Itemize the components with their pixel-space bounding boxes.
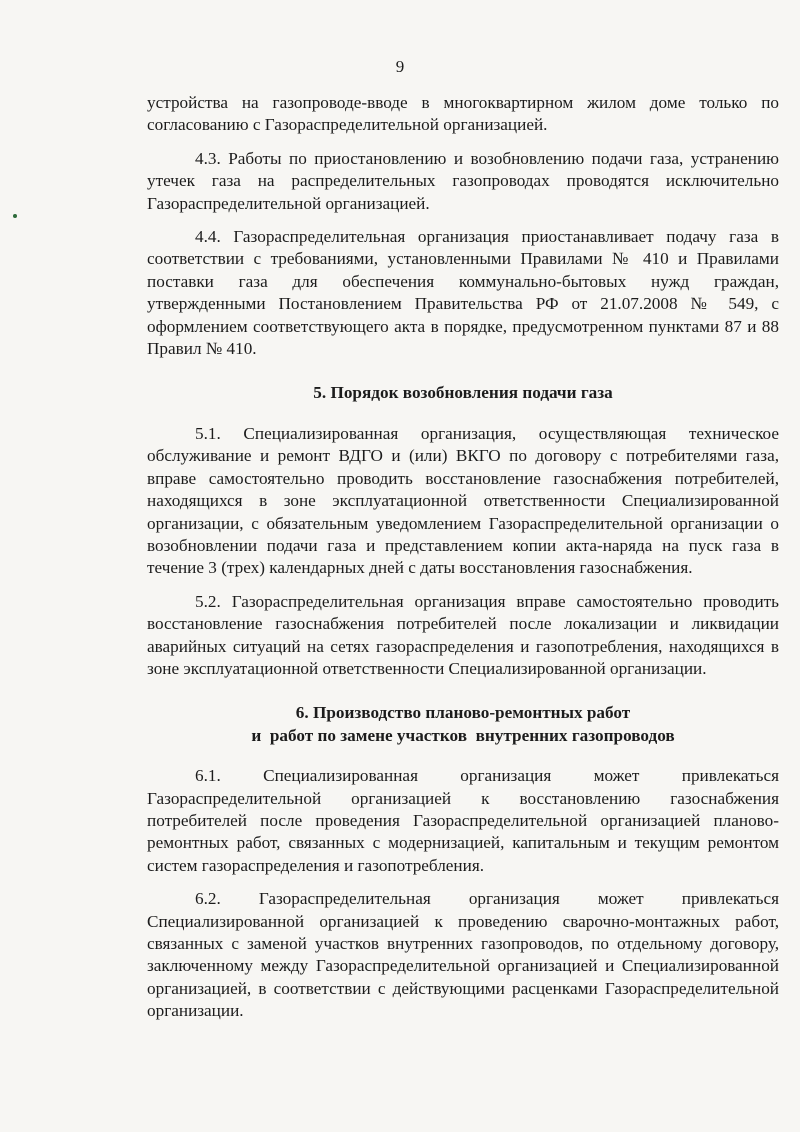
document-body [147, 92, 779, 1034]
paragraph-5-2: 5.2. Газораспределительная организация вправе самостоятельно проводить восстановление газоснабжения потребителей после локализации и ликвидации аварийных ситуаций на сетях газораспределения и газопотребления, находящихся в зоне эксплуатационной ответственности Специализированной организации. [147, 591, 779, 678]
margin-mark [13, 214, 17, 218]
section-5-title: 5. Порядок возобновления подачи газа [313, 383, 613, 403]
section-6-title-line1: 6. Производство планово-ремонтных работ [295, 703, 631, 723]
paragraph-4-4: 4.4. Газораспределительная организация приостанавливает подачу газа в соответствии с требованиями, установленными Правилами № 410 и Правилами поставки газа для обеспечения коммунально-бытовых нужд граждан, утвержденными Постановлением Правительства РФ от 21.07.2008 № 549, с оформлением соответствующего акта в порядке, предусмотренном пунктами 87 и 88 Правил № 410. [147, 227, 779, 359]
paragraph-6-2: 6.2. Газораспределительная организация может привлекаться Специализированной организацией к проведению сварочно-монтажных работ, связанных с заменой участков внутренних газопроводов, по отдельному договору, заключенному между Газораспределительной организацией и Специализированной организацией, в соответствии с действующими расценками Газораспределительной организации. [147, 889, 779, 1021]
page-number: 9 [395, 57, 405, 76]
paragraph-5-1: 5.1. Специализированная организация, осуществляющая техническое обслуживание и ремонт ВДГО и (или) ВКГО по договору с потребителями газа, вправе самостоятельно проводить восстановление газоснабжения потребителей, находящихся в зоне эксплуатационной ответственности Специализированной организации, с обязательным уведомлением Газораспределительной организации о возобновлении подачи газа и представлением копии акта-наряда на пуск газа в течение 3 (трех) календарных дней с даты восстановления газоснабжения. [147, 423, 779, 578]
section-5-heading [147, 382, 779, 404]
paragraph-continuation: устройства на газопроводе-вводе в многоквартирном жилом доме только по согласованию с Газораспределительной организацией. [147, 93, 779, 135]
paragraph-6-1: 6.1. Специализированная организация может привлекаться Газораспределительной организацией к восстановлению газоснабжения потребителей после проведения Газораспределительной организацией планово-ремонтных работ, связанных с модернизацией, капитальным и текущим ремонтом систем газораспределения и газопотребления. [147, 766, 779, 875]
paragraph-4-3: 4.3. Работы по приостановлению и возобновлению подачи газа, устранению утечек газа на распределительных газопроводах проводятся исключительно Газораспределительной организацией. [147, 148, 779, 213]
section-6-heading [147, 702, 779, 747]
section-6-title-line2: и работ по замене участков внутренних газопроводов [251, 725, 675, 745]
